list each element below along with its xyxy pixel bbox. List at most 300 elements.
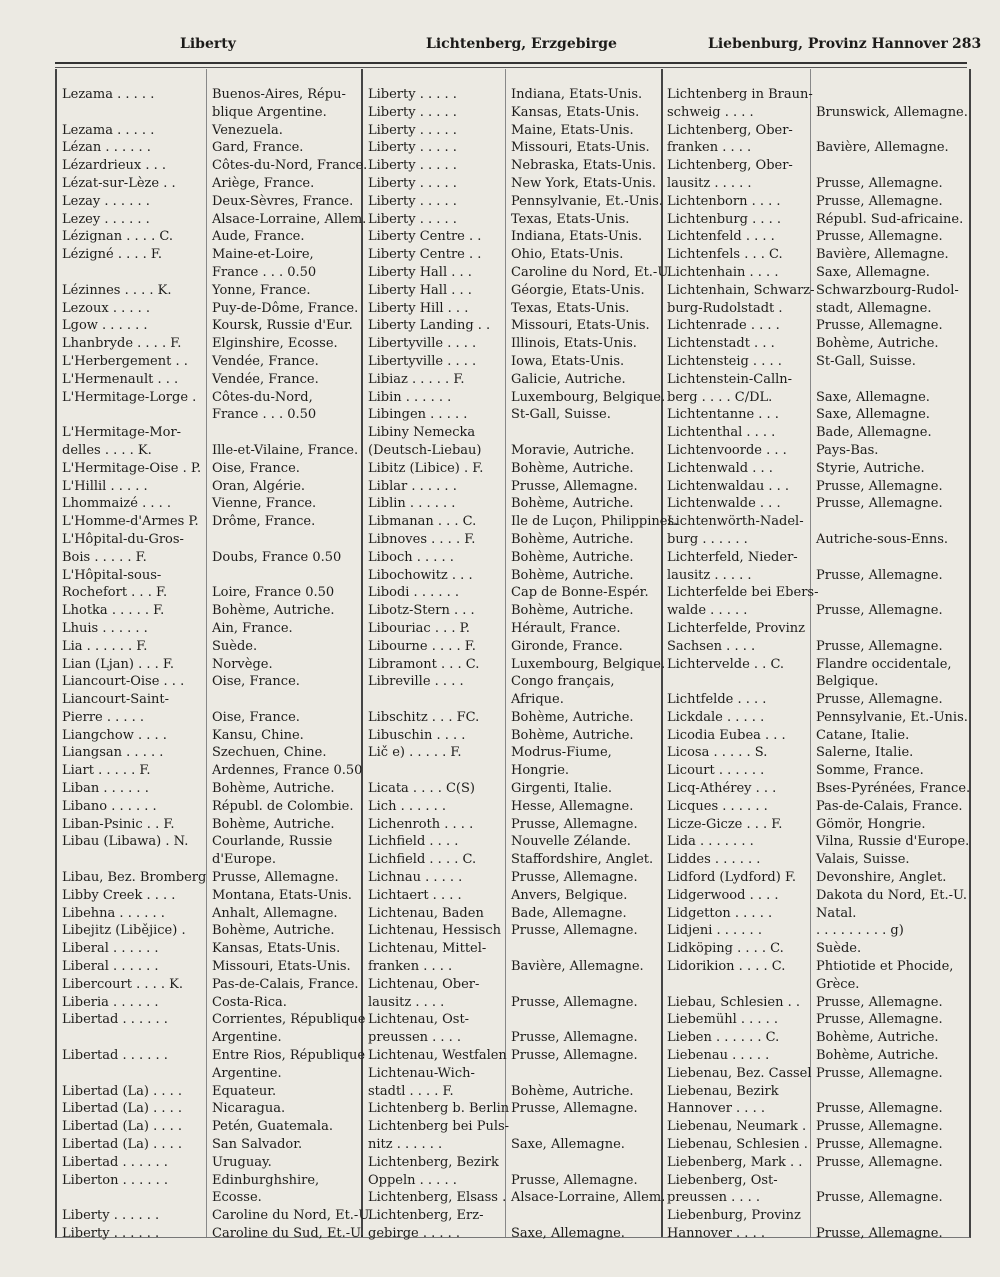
entry-location: Pennsylvanie, Et.-Unis. [511, 193, 663, 209]
entry-location: Oise, France. [212, 674, 300, 690]
entry-name: Oppeln . . . . . [368, 1172, 457, 1188]
entry-location: Caroline du Nord, Et.-U. [511, 264, 672, 280]
entry-name: Lichenroth . . . . [368, 816, 474, 832]
entry-name: Lidgetton . . . . . [667, 905, 773, 921]
entry-name: Libochowitz . . . [368, 567, 473, 583]
entry-name: Libourne . . . . F. [368, 638, 476, 654]
entry-name: Liberty Centre . . [368, 229, 482, 245]
entry-name: Liberty Landing . . [368, 318, 491, 334]
entry-name: Lichtenrade . . . . [667, 318, 780, 334]
entry-location: Equateur. [212, 1083, 277, 1099]
running-head-left: Liberty [180, 36, 236, 52]
entry-location: Bohème, Autriche. [511, 549, 634, 565]
entry-location: France . . . 0.50 [212, 264, 317, 280]
entry-location: Texas, Etats-Unis. [511, 300, 630, 316]
entry-name: preussen . . . . [667, 1190, 761, 1206]
entry-name: Lichfield . . . . [368, 834, 459, 850]
entry-name: Liberia . . . . . . [62, 994, 159, 1010]
entry-location: Doubs, France 0.50 [212, 549, 342, 565]
entry-name: franken . . . . [667, 140, 752, 156]
entry-name: Lichtensteig . . . . [667, 353, 782, 369]
entry-name: Liancourt-Saint- [62, 692, 170, 708]
entry-name: Liangchow . . . . [62, 727, 167, 743]
entry-name: Sachsen . . . . [667, 638, 756, 654]
entry-name: Libau, Bez. Bromberg [62, 870, 207, 886]
entry-location: Pas-de-Calais, France. [212, 976, 359, 992]
entry-name: Libingen . . . . . [368, 407, 468, 423]
entry-location: Suède. [212, 638, 258, 654]
entry-location: Prusse, Allemagne. [816, 175, 943, 191]
entry-location: Loire, France 0.50 [212, 585, 335, 601]
column-divider [661, 69, 663, 1237]
entry-location: Ile de Luçon, Philippines. [511, 514, 679, 530]
entry-name: Liboch . . . . . [368, 549, 454, 565]
entry-location: Bavière, Allemagne. [816, 247, 949, 263]
entry-name: Lezey . . . . . . [62, 211, 150, 227]
entry-location: Hongrie. [511, 763, 570, 779]
entry-name: lausitz . . . . . [667, 567, 752, 583]
entry-location: Missouri, Etats-Unis. [212, 959, 351, 975]
entry-name: burg-Rudolstadt . [667, 300, 783, 316]
entry-location: Luxembourg, Belgique. [511, 389, 666, 405]
entry-name: Hannover . . . . [667, 1101, 765, 1117]
entry-name: nitz . . . . . . [368, 1137, 443, 1153]
entry-name: Lezay . . . . . . [62, 193, 150, 209]
entry-name: preussen . . . . [368, 1030, 462, 1046]
entry-location: Norvège. [212, 656, 273, 672]
entry-location: Oran, Algérie. [212, 478, 306, 494]
entry-location: Ain, France. [212, 620, 293, 636]
entry-location: Indiana, Etats-Unis. [511, 87, 643, 102]
entry-location: Dakota du Nord, Et.-U. [816, 887, 967, 903]
entry-name: Lichtenau, Westfalen [368, 1048, 507, 1064]
entry-name: Liberty Hall . . . [368, 282, 472, 298]
entry-location: Oise, France. [212, 709, 300, 725]
entry-location: Modrus-Fiume, [511, 745, 612, 761]
entry-location: Deux-Sèvres, France. [212, 193, 354, 209]
entry-location: Vendée, France. [212, 353, 319, 369]
entry-name: Libertad . . . . . . [62, 1154, 168, 1170]
entry-name: Liart . . . . . F. [62, 763, 151, 779]
entry-location [212, 691, 358, 709]
entry-name: Licata . . . . C(S) [368, 781, 475, 797]
entry-location: Prusse, Allemagne. [511, 478, 638, 494]
entry-location: Iowa, Etats-Unis. [511, 353, 625, 369]
entry-name: Liberal . . . . . . [62, 959, 159, 975]
entry-location: Républ. de Colombie. [212, 798, 354, 814]
entry-location: Maine, Etats-Unis. [511, 122, 634, 138]
entry-location: Pennsylvanie, Et.-Unis. [816, 709, 968, 725]
gazetteer-column-3 [667, 86, 819, 1243]
entry-location: Argentine. [212, 1065, 282, 1081]
entry-name: Libiaz . . . . . F. [368, 371, 465, 387]
entry-location: Prusse, Allemagne. [816, 1226, 943, 1241]
running-head-right: Liebenburg, Provinz Hannover [708, 36, 948, 52]
entry-name: Lichtenberg, Ober- [667, 122, 793, 138]
entry-name: Lidford (Lydford) F. [667, 870, 797, 886]
entry-location: Bohème, Autriche. [212, 603, 335, 619]
entry-location: Styrie, Autriche. [816, 460, 925, 476]
entry-name: Lichtenau, Mittel- [368, 941, 487, 957]
entry-location: Bohème, Autriche. [212, 781, 335, 797]
entry-name: franken . . . . [368, 959, 453, 975]
entry-name [667, 976, 807, 994]
entry-name: Bois . . . . . F. [62, 549, 147, 565]
entry-name: Liberty . . . . . [368, 87, 457, 102]
entry-name: Pierre . . . . . [62, 709, 145, 725]
entry-name: Liberty Centre . . [368, 247, 482, 263]
entry-name: Liebenau, Bezirk [667, 1083, 779, 1099]
entry-name: Liberty Hall . . . [368, 264, 472, 280]
entry-location: Prusse, Allemagne. [816, 318, 943, 334]
entry-name: Liancourt-Oise . . . [62, 674, 185, 690]
entry-location [212, 531, 358, 549]
entry-location: Anhalt, Allemagne. [212, 905, 338, 921]
entry-location: Bses-Pyrénées, France. [816, 781, 971, 797]
entry-name: L'Hermenault . . . [62, 371, 179, 387]
entry-name: Lichtenau, Ost- [368, 1012, 470, 1028]
entry-name: Lichtenberg, Bezirk [368, 1154, 499, 1170]
entry-location: Bohème, Autriche. [511, 1083, 634, 1099]
entry-name: Lichtenhain, Schwarz- [667, 282, 815, 298]
column-divider [810, 69, 811, 1237]
entry-name: Lidgerwood . . . . [667, 887, 779, 903]
entry-location: Courlande, Russie [212, 834, 333, 850]
entry-location: Belgique. [816, 674, 879, 690]
entry-location: Devonshire, Anglet. [816, 870, 947, 886]
entry-location: Suède. [816, 941, 862, 957]
header-rule-thin [55, 67, 967, 68]
entry-name: burg . . . . . . [667, 531, 748, 547]
entry-name: delles . . . . K. [62, 442, 152, 458]
entry-name: gebirge . . . . . [368, 1226, 461, 1241]
entry-name: Liebenberg, Ost- [667, 1172, 778, 1188]
entry-name: Liddes . . . . . . [667, 852, 761, 868]
entry-location: Pays-Bas. [816, 442, 879, 458]
entry-location: Prusse, Allemagne. [511, 1030, 638, 1046]
entry-location: Prusse, Allemagne. [816, 692, 943, 708]
entry-name: Libertad (La) . . . . [62, 1101, 183, 1117]
entry-name: Liberty . . . . . [368, 140, 457, 156]
entry-name: Lhuis . . . . . . [62, 620, 148, 636]
entry-location: Pas-de-Calais, France. [816, 798, 963, 814]
entry-location: Hérault, France. [511, 620, 621, 636]
entry-name: Lgow . . . . . . [62, 318, 148, 334]
entry-location [511, 976, 659, 994]
entry-name: Lichtenthal . . . . [667, 425, 776, 441]
entry-name: Libmanan . . . C. [368, 514, 477, 530]
entry-name: Libau (Libawa) . N. [62, 834, 189, 850]
entry-location: Prusse, Allemagne. [816, 1012, 943, 1028]
entry-name: Libertad . . . . . . [62, 1048, 168, 1064]
entry-name: Lhotka . . . . . F. [62, 603, 165, 619]
entry-name: Lia . . . . . . F. [62, 638, 148, 654]
entry-location: Caroline du Sud, Et.-U. [212, 1226, 365, 1241]
entry-name: Lézinnes . . . . K. [62, 282, 172, 298]
entry-location: Valais, Suisse. [816, 852, 910, 868]
entry-location: Phtiotide et Phocide, [816, 959, 954, 975]
entry-name: Lichtenau, Baden [368, 905, 484, 921]
entry-name: Lida . . . . . . . [667, 834, 754, 850]
entry-name: lausitz . . . . . [667, 175, 752, 191]
entry-location: Puy-de-Dôme, France. [212, 300, 359, 316]
entry-name: Libertad . . . . . . [62, 1012, 168, 1028]
entry-location: Schwarzbourg-Rudol- [816, 282, 959, 298]
entry-location: Missouri, Etats-Unis. [511, 318, 650, 334]
gazetteer-column-1 [62, 86, 207, 1243]
entry-location [816, 1083, 966, 1101]
entry-name: Lichtenstein-Calln- [667, 371, 793, 387]
entry-name: Lezoux . . . . . [62, 300, 151, 316]
entry-name: Lichtenburg . . . . [667, 211, 782, 227]
entry-location: Prusse, Allemagne. [816, 603, 943, 619]
entry-name: Libertad (La) . . . . [62, 1137, 183, 1153]
entry-name: walde . . . . . [667, 603, 748, 619]
entry-name: Libano . . . . . . [62, 798, 157, 814]
entry-name: Licosa . . . . . S. [667, 745, 768, 761]
entry-location: Caroline du Nord, Et.-U. [212, 1208, 373, 1224]
entry-name: Lichtfelde . . . . [667, 692, 767, 708]
entry-name: L'Hermitage-Oise . P. [62, 460, 202, 476]
entry-location: Prusse, Allemagne. [816, 638, 943, 654]
entry-name: Lichterfeld, Nieder- [667, 549, 798, 565]
entry-name: Libotz-Stern . . . [368, 603, 475, 619]
entry-name [62, 406, 202, 424]
entry-name: Libouriac . . . P. [368, 620, 470, 636]
entry-location: Catane, Italie. [816, 727, 910, 743]
entry-name: Lichtenstadt . . . [667, 336, 775, 352]
entry-location: Maine-et-Loire, [212, 247, 314, 263]
entry-location: Venezuela. [212, 122, 283, 138]
entry-name: Liberton . . . . . . [62, 1172, 169, 1188]
entry-name: Lichtenwaldau . . . [667, 478, 790, 494]
entry-location: Yonne, France. [212, 282, 311, 298]
entry-location [816, 371, 966, 389]
entry-name: Liebenburg, Provinz [667, 1208, 801, 1224]
entry-location: Côtes-du-Nord, [212, 389, 313, 405]
entry-location: Ille-et-Vilaine, France. [212, 442, 359, 458]
entry-location: Bade, Allemagne. [511, 905, 627, 921]
entry-location [511, 424, 659, 442]
entry-name: Libby Creek . . . . [62, 887, 176, 903]
entry-location [816, 1207, 966, 1225]
entry-location: Illinois, Etats-Unis. [511, 336, 637, 352]
entry-name: Lhommaizé . . . . [62, 496, 171, 512]
entry-location: Aude, France. [212, 229, 305, 245]
entry-location: Vendée, France. [212, 371, 319, 387]
entry-name: Lichtentanne . . . [667, 407, 779, 423]
entry-name: lausitz . . . . [368, 994, 445, 1010]
entry-name [667, 673, 807, 691]
entry-location: Oise, France. [212, 460, 300, 476]
entry-name: Lichtenberg bei Puls- [368, 1119, 510, 1135]
entry-location: Montana, Etats-Unis. [212, 887, 352, 903]
entry-name: Hannover . . . . [667, 1226, 765, 1241]
entry-name: Libuschin . . . . [368, 727, 466, 743]
entry-name [62, 264, 202, 282]
entry-location [511, 1011, 659, 1029]
entry-name: Lichnau . . . . . [368, 870, 463, 886]
entry-name: Licques . . . . . . [667, 798, 768, 814]
entry-location: Bohème, Autriche. [511, 567, 634, 583]
entry-location: Nebraska, Etats-Unis. [511, 158, 656, 174]
entry-name: schweig . . . . [667, 104, 754, 120]
entry-name: Lichtenvoorde . . . [667, 442, 787, 458]
entry-name: L'Hôpital-sous- [62, 567, 162, 583]
entry-name: Lichtenberg, Elsass . [368, 1190, 507, 1206]
entry-location: Saxe, Allemagne. [511, 1226, 625, 1241]
entry-location: Szechuen, Chine. [212, 745, 327, 761]
entry-name: Libertyville . . . . [368, 336, 477, 352]
entry-location: Saxe, Allemagne. [816, 264, 930, 280]
entry-name: Lézigné . . . . F. [62, 247, 163, 263]
entry-location: Bohème, Autriche. [212, 923, 335, 939]
entry-name: Lézignan . . . . C. [62, 229, 173, 245]
entry-location: Ecosse. [212, 1190, 262, 1206]
entry-name: Lian (Ljan) . . . F. [62, 656, 175, 672]
entry-location: Prusse, Allemagne. [511, 816, 638, 832]
entry-location: Prusse, Allemagne. [511, 994, 638, 1010]
entry-location: St-Gall, Suisse. [816, 353, 916, 369]
entry-location: Indiana, Etats-Unis. [511, 229, 643, 245]
entry-name: Liban . . . . . . [62, 781, 149, 797]
entry-name: Libnoves . . . . F. [368, 531, 476, 547]
entry-location: Anvers, Belgique. [511, 887, 628, 903]
entry-name: Liebau, Schlesien . . [667, 994, 801, 1010]
entry-name: Lezama . . . . . [62, 122, 155, 138]
entry-name: Liebenau, Bez. Cassel [667, 1065, 812, 1081]
entry-name: Lich . . . . . . [368, 798, 447, 814]
entry-location: Saxe, Allemagne. [816, 389, 930, 405]
entry-name: Lichtenau, Ober- [368, 976, 480, 992]
entry-location: Buenos-Aires, Répu- [212, 87, 346, 102]
entry-location [816, 157, 966, 175]
entry-name: (Deutsch-Liebau) [368, 442, 482, 458]
entry-location: Argentine. [212, 1030, 282, 1046]
entry-name: Licourt . . . . . . [667, 763, 765, 779]
entry-location: Prusse, Allemagne. [212, 870, 339, 886]
entry-location: Entre Rios, République [212, 1048, 366, 1064]
entry-location: Corrientes, République [212, 1012, 366, 1028]
entry-location: Flandre occidentale, [816, 656, 952, 672]
entry-name: L'Herbergement . . [62, 353, 188, 369]
entry-location: San Salvador. [212, 1137, 303, 1153]
entry-name: Lichtenfels . . . C. [667, 247, 783, 263]
entry-location: Saxe, Allemagne. [816, 407, 930, 423]
entry-location: Bohème, Autriche. [511, 496, 634, 512]
entry-location: Edinburghshire, [212, 1172, 320, 1188]
entry-location: Saxe, Allemagne. [511, 1137, 625, 1153]
entry-name: Libreville . . . . [368, 674, 464, 690]
entry-name: Lichtenwalde . . . [667, 496, 781, 512]
entry-location [816, 513, 966, 531]
entry-name: Libramont . . . C. [368, 656, 480, 672]
entry-location: Cap de Bonne-Espér. [511, 585, 649, 601]
entry-name: Lichtenhain . . . . [667, 264, 779, 280]
entry-name: Liberty . . . . . . [62, 1226, 160, 1241]
entry-name [368, 762, 501, 780]
entry-name: Liebenau, Schlesien . [667, 1137, 808, 1153]
entry-name: Libitz (Libice) . F. [368, 460, 484, 476]
entry-name: Liblin . . . . . . [368, 496, 456, 512]
entry-name: Lidjeni . . . . . . [667, 923, 762, 939]
entry-location: Texas, Etats-Unis. [511, 211, 630, 227]
entry-name: Lichtenberg in Braun- [667, 87, 813, 102]
entry-name: Lickdale . . . . . [667, 709, 765, 725]
entry-location: Bohème, Autriche. [816, 336, 939, 352]
entry-name: Liban-Psinic . . F. [62, 816, 175, 832]
entry-location [816, 584, 966, 602]
running-head-center: Lichtenberg, Erzgebirge [426, 36, 617, 52]
gazetteer-column-2-locations [511, 86, 679, 1243]
entry-name: L'Hillil . . . . . [62, 478, 148, 494]
entry-name: Lič e) . . . . . F. [368, 745, 462, 761]
entry-location: Kansu, Chine. [212, 727, 304, 743]
entry-name: Liebenau . . . . . [667, 1048, 770, 1064]
entry-location: Congo français, [511, 674, 615, 690]
page-header [0, 36, 1000, 60]
entry-location [816, 620, 966, 638]
entry-location: Bavière, Allemagne. [511, 959, 644, 975]
entry-location: Bohème, Autriche. [816, 1048, 939, 1064]
entry-location: Bade, Allemagne. [816, 425, 932, 441]
entry-name: L'Hôpital-du-Gros- [62, 531, 184, 547]
entry-location: Gironde, France. [511, 638, 623, 654]
entry-location: Salerne, Italie. [816, 745, 914, 761]
entry-name: Liberal . . . . . . [62, 941, 159, 957]
entry-location: Prusse, Allemagne. [511, 1048, 638, 1064]
entry-name: Lichtenfeld . . . . [667, 229, 775, 245]
entry-name [368, 691, 501, 709]
entry-location: Bavière, Allemagne. [816, 140, 949, 156]
gazetteer-column-1-locations [212, 86, 373, 1243]
entry-name: Libin . . . . . . [368, 389, 452, 405]
entry-location [816, 86, 966, 104]
entry-name: Lichterfelde, Provinz [667, 620, 806, 636]
entry-name: L'Homme-d'Armes P. [62, 514, 199, 530]
entry-name: Lézat-sur-Lèze . . [62, 175, 176, 191]
entry-location: Afrique. [511, 692, 564, 708]
entry-location: Brunswick, Allemagne. [816, 104, 968, 120]
entry-name: Libschitz . . . FC. [368, 709, 480, 725]
entry-name: Liberty . . . . . . [62, 1208, 160, 1224]
entry-location [816, 122, 966, 140]
entry-location: Elginshire, Ecosse. [212, 336, 338, 352]
entry-name: Lézan . . . . . . [62, 140, 151, 156]
gazetteer-column-2 [368, 86, 510, 1243]
entry-name: Lichtenborn . . . . [667, 193, 781, 209]
entry-location: Uruguay. [212, 1154, 272, 1170]
entry-name: Lhanbryde . . . . F. [62, 336, 182, 352]
entry-location: Républ. Sud-africaine. [816, 211, 964, 227]
entry-name: Lidorikion . . . . C. [667, 959, 786, 975]
entry-name: Libehna . . . . . . [62, 905, 165, 921]
entry-location: Bohème, Autriche. [511, 531, 634, 547]
entry-location: Drôme, France. [212, 514, 316, 530]
entry-name: Rochefort . . . F. [62, 585, 168, 601]
entry-location: Moravie, Autriche. [511, 442, 635, 458]
entry-name: Licodia Eubea . . . [667, 727, 786, 743]
entry-name: Libodi . . . . . . [368, 585, 460, 601]
entry-name: Lichtenberg, Erz- [368, 1208, 484, 1224]
entry-name: Lichfield . . . . C. [368, 852, 477, 868]
entry-location: Ohio, Etats-Unis. [511, 247, 624, 263]
entry-location: New York, Etats-Unis. [511, 175, 657, 191]
entry-location: Galicie, Autriche. [511, 371, 626, 387]
entry-location [212, 567, 358, 585]
entry-name: Liebenberg, Mark . . [667, 1154, 803, 1170]
entry-name [62, 104, 202, 122]
